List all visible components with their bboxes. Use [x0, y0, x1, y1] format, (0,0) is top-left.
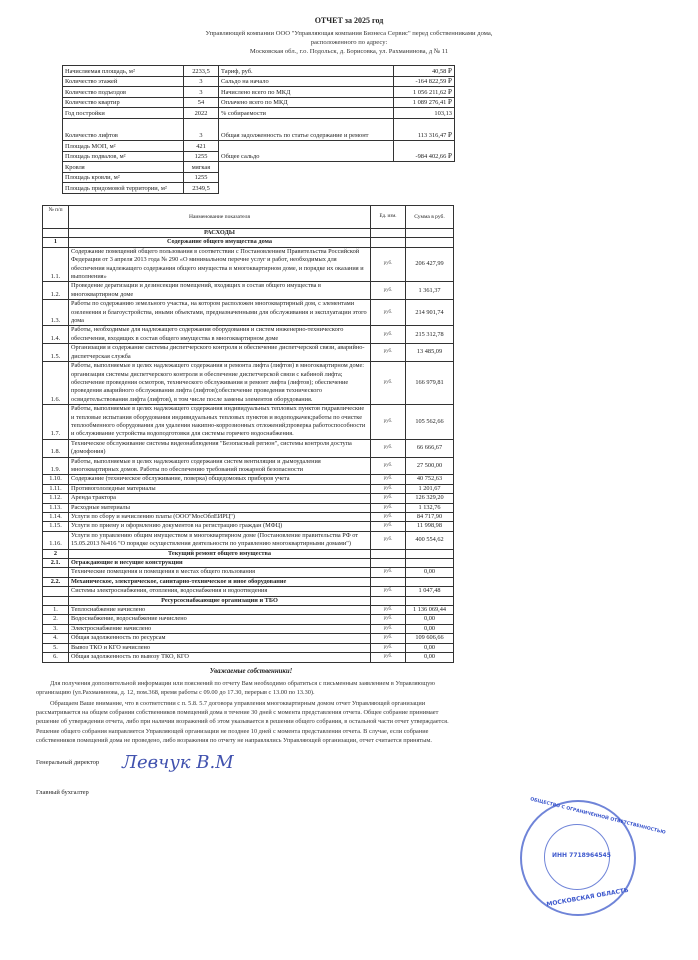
- table-row: [43, 568, 454, 577]
- summary-label: Количество этажей: [63, 76, 184, 87]
- stamp-text: ОБЩЕСТВО С ОГРАНИЧЕННОЙ ОТВЕТСТВЕННОСТЬЮ: [529, 797, 666, 836]
- row-unit: руб.: [371, 300, 406, 326]
- row-sum: 1 201,67: [406, 484, 454, 493]
- row-sum: 0,00: [406, 568, 454, 577]
- subgroup-title: Механическое, электрическое, санитарно-техническое и иное оборудование: [69, 577, 371, 586]
- row-name: Аренда трактора: [69, 494, 371, 503]
- row-sum: 0,00: [406, 653, 454, 662]
- summary-label: Кровля: [63, 162, 184, 173]
- summary-label: Количество лифтов: [63, 118, 184, 140]
- table-row: [43, 503, 454, 512]
- director-signature: Левчук В.М: [122, 752, 234, 774]
- section-title: РАСХОДЫ: [69, 229, 371, 238]
- row-name: Системы электроснабжения, отопления, водоснабжения и водоотведения: [69, 587, 371, 596]
- summary-right-value: 1 056 211,62 ₽: [394, 87, 455, 98]
- summary-label: Начисляемая площадь, м²: [63, 66, 184, 77]
- summary-right-label: Сальдо на начало: [219, 76, 394, 87]
- report-subtitle-2: расположенного по адресу:: [310, 39, 388, 46]
- row-sum: 126 329,20: [406, 494, 454, 503]
- row-sum: 1 132,76: [406, 503, 454, 512]
- summary-right-label: % собираемости: [219, 108, 394, 119]
- summary-label: Количество подъездов: [63, 87, 184, 98]
- row-sum: 206 427,99: [406, 247, 454, 282]
- table-row: [43, 439, 454, 457]
- row-name: Общая задолженность по ресурсам: [69, 634, 371, 643]
- summary-value: мягкая: [184, 162, 219, 173]
- group-title: Текущий ремонт общего имущества: [69, 549, 371, 558]
- row-name: Работы, выполняемые в целях надлежащего содержания индивидуальных тепловых пунктов гидравлические и тепловые испытания оборудования индивидуальных тепловых пунктов и водоподкачек;работы по очистке теплообменного оборудования для удаления накипно-коррозионных отложений;проверка работоспособности и обслуживание устройства водоподготовки для системы горячего водоснабжения.: [69, 405, 371, 440]
- summary-right-label: Общая задолженность по статье содержание и ремонт: [219, 118, 394, 140]
- row-unit: руб.: [371, 653, 406, 662]
- row-num: 1.7.: [43, 405, 69, 440]
- row-num: 6.: [43, 653, 69, 662]
- row-num: 1.15.: [43, 522, 69, 531]
- row-sum: 0,00: [406, 643, 454, 652]
- row-sum: 66 666,67: [406, 439, 454, 457]
- row-unit: руб.: [371, 531, 406, 549]
- summary-row: [63, 108, 455, 119]
- row-name: Услуги по приему и оформлению документов на регистрацию граждан (МФЦ): [69, 522, 371, 531]
- row-num: 5.: [43, 643, 69, 652]
- row-unit: руб.: [371, 615, 406, 624]
- header-unit: Ед. изм.: [371, 206, 406, 229]
- row-name: Расходные материалы: [69, 503, 371, 512]
- row-unit: руб.: [371, 362, 406, 405]
- table-row: [43, 247, 454, 282]
- row-sum: 1 136 069,44: [406, 606, 454, 615]
- row-name: Противогололедные материалы: [69, 484, 371, 493]
- summary-right-label: Оплачено всего по МКД: [219, 97, 394, 108]
- table-row: [43, 513, 454, 522]
- summary-value: 3: [184, 118, 219, 140]
- row-sum: 1 047,48: [406, 587, 454, 596]
- row-unit: руб.: [371, 522, 406, 531]
- summary-row: [63, 118, 455, 140]
- summary-value: 54: [184, 97, 219, 108]
- summary-row: [63, 183, 455, 194]
- table-row: [43, 405, 454, 440]
- row-name: Работы, выполняемые в целях надлежащего содержания и ремонта лифта (лифтов) в многоквартирном доме: организация системы диспетчерского контроля и обеспечение диспетчерской связи с кабиной лифта; обеспечение проведения осмотров, технического обслуживания и ремонт лифта (лифтов); обеспечение проведения аварийного обслуживания лифта (лифтов);обеспечение проведения технического освидетельствования лифта (лифтов), в том числе после замены элементов оборудования.: [69, 362, 371, 405]
- row-unit: руб.: [371, 326, 406, 344]
- table-row: [43, 326, 454, 344]
- group-num: 2: [43, 549, 69, 558]
- table-row: [43, 362, 454, 405]
- table-row: [43, 643, 454, 652]
- group-title: Содержание общего имущества дома: [69, 238, 371, 247]
- row-unit: руб.: [371, 568, 406, 577]
- report-address: Московская обл., г.о. Подольск, д. Борисовка, ул. Рахманинова, д № 11: [249, 48, 449, 55]
- row-unit: руб.: [371, 587, 406, 596]
- stamp-inn: ИНН 7718964545: [552, 852, 611, 859]
- summary-row: [63, 162, 455, 173]
- row-num: 2.: [43, 615, 69, 624]
- table-row: [43, 494, 454, 503]
- summary-right-label: Общее сальдо: [219, 140, 394, 161]
- table-row: [43, 300, 454, 326]
- row-unit: руб.: [371, 634, 406, 643]
- row-num: 1.11.: [43, 484, 69, 493]
- row-sum: 1 361,37: [406, 282, 454, 300]
- row-name: Содержание (техническое обслуживание, поверка) общедомовых приборов учета: [69, 475, 371, 484]
- header-name: Наименование показателя: [69, 206, 371, 229]
- row-name: Электроснабжение начислено: [69, 624, 371, 633]
- table-row: [43, 615, 454, 624]
- row-name: Работы по содержанию земельного участка, на котором расположен многоквартирный дом, с элементами озеленения и благоустройства, иными объектами, предназначенными для обслуживания и эксплуатации этого дома: [69, 300, 371, 326]
- header-sum: Сумма в руб.: [406, 206, 454, 229]
- summary-right-value: 113 316,47 ₽: [394, 118, 455, 140]
- row-sum: 400 554,62: [406, 531, 454, 549]
- summary-row: [63, 66, 455, 77]
- row-unit: руб.: [371, 503, 406, 512]
- row-sum: 40 752,63: [406, 475, 454, 484]
- row-name: Работы, необходимые для надлежащего содержания оборудования и систем инженерно-технического обеспечения, входящих в состав общего имущества в многоквартирном доме: [69, 326, 371, 344]
- summary-row: [63, 97, 455, 108]
- row-num: 1.4.: [43, 326, 69, 344]
- row-num: 1.1.: [43, 247, 69, 282]
- row-name: Вывоз ТКО и КГО начислено: [69, 643, 371, 652]
- table-row: [43, 282, 454, 300]
- row-unit: руб.: [371, 484, 406, 493]
- group-row: [43, 596, 454, 605]
- group-num: [43, 596, 69, 605]
- company-stamp: [520, 797, 666, 916]
- row-num: 1.3.: [43, 300, 69, 326]
- row-num: 1.2.: [43, 282, 69, 300]
- row-sum: 0,00: [406, 615, 454, 624]
- summary-row: [63, 76, 455, 87]
- accountant-signature-row: [36, 781, 466, 805]
- row-sum: 215 312,78: [406, 326, 454, 344]
- row-num: 1.12.: [43, 494, 69, 503]
- row-num: [43, 587, 69, 596]
- report-subtitle: Управляющей компании ООО "Управляющая компания Бизнеса Сервис" перед собственниками дома,: [205, 30, 493, 37]
- row-num: 1.16.: [43, 531, 69, 549]
- notes-paragraph-2: Обращаем Ваше внимание, что в соответствии с п. 5.8. 5.7 договора управления многоквартирным домом отчет Управляющей организации рассматривается на общем собрании собственников помещений дома в течение 30 дней с момента представления отчета. Общее собрание принимает решение об утверждении отчета, либо при наличии возражений об этом указывается в решении общего собрания, в остальной части отчет утверждается. Решение общего собрания направляется Управляющей организации не позднее 10 дней с момента представления отчета. В случае, если собрание собственников помещений дома не проведено, либо возражения по отчету не направлялись Управляющей организации, отчет считается принятым.: [36, 699, 449, 744]
- stamp-region: МОСКОВСКАЯ ОБЛАСТЬ: [546, 886, 630, 909]
- row-name: Услуги по сбору и начислению платы (ООО"МосОблЕИРЦ"): [69, 513, 371, 522]
- group-row: [43, 238, 454, 247]
- summary-label: Площадь кровли, м²: [63, 172, 184, 183]
- row-name: Проведение дератизации и дезинсекции помещений, входящих в состав общего имущества в многоквартирном доме: [69, 282, 371, 300]
- table-row: [43, 634, 454, 643]
- summary-label: Площадь МОП, м²: [63, 140, 184, 151]
- row-unit: руб.: [371, 344, 406, 362]
- row-name: Услуги по управлению общим имуществом в многоквартирном доме (Постановление правительства РФ от 15.05.2013 №416 "О порядке осуществления деятельности по управлению многоквартирными домами"): [69, 531, 371, 549]
- summary-value: 1255: [184, 172, 219, 183]
- row-unit: руб.: [371, 643, 406, 652]
- row-num: 1.: [43, 606, 69, 615]
- summary-right-value: -164 822,59 ₽: [394, 76, 455, 87]
- table-row: [43, 653, 454, 662]
- row-unit: руб.: [371, 282, 406, 300]
- summary-value: 2349,5: [184, 183, 219, 194]
- row-name: Технические помещения и помещения в местах общего пользования: [69, 568, 371, 577]
- row-unit: руб.: [371, 624, 406, 633]
- row-num: 1.5.: [43, 344, 69, 362]
- summary-value: 2022: [184, 108, 219, 119]
- table-row: [43, 475, 454, 484]
- row-unit: руб.: [371, 475, 406, 484]
- report-body: [36, 205, 466, 805]
- subgroup-num: 2.2.: [43, 577, 69, 586]
- table-row: [43, 606, 454, 615]
- row-unit: руб.: [371, 513, 406, 522]
- row-unit: руб.: [371, 247, 406, 282]
- summary-value: 3: [184, 87, 219, 98]
- group-num: 1: [43, 238, 69, 247]
- summary-right-value: -984 402,66 ₽: [394, 140, 455, 161]
- summary-table: [62, 65, 455, 194]
- summary-value: 1255: [184, 151, 219, 162]
- summary-right-value: 40,58 ₽: [394, 66, 455, 77]
- row-sum: 11 998,98: [406, 522, 454, 531]
- subgroup-num: 2.1.: [43, 559, 69, 568]
- row-name: Водоснабжение, водоснабжение начислено: [69, 615, 371, 624]
- row-num: 1.9.: [43, 457, 69, 475]
- row-sum: 0,00: [406, 624, 454, 633]
- summary-label: Площадь придомовой территории, м²: [63, 183, 184, 194]
- summary-label: Количество квартир: [63, 97, 184, 108]
- report-title: ОТЧЕТ за 2025 год: [314, 16, 384, 25]
- row-name: Теплоснабжение начислено: [69, 606, 371, 615]
- summary-row: [63, 140, 455, 151]
- summary-value: 3: [184, 76, 219, 87]
- summary-right-value: 1 089 276,41 ₽: [394, 97, 455, 108]
- summary-right-value: 103,13: [394, 108, 455, 119]
- director-label: Генеральный директор: [36, 759, 100, 767]
- header-num: № п/п: [43, 206, 69, 229]
- table-header-row: [43, 206, 454, 229]
- row-unit: руб.: [371, 606, 406, 615]
- row-num: 1.6.: [43, 362, 69, 405]
- row-num: 1.13.: [43, 503, 69, 512]
- row-sum: 166 979,81: [406, 362, 454, 405]
- notes-paragraph-1: Для получения дополнительной информации или пояснений по отчету Вам необходимо обратиться с письменным заявлением в Управляющую организацию (ул.Рахманинова, д. 12, пом.368, время работы с 09.00 до 17.30, перерыв с 13.00 по 13.30).: [36, 679, 436, 696]
- table-row: [43, 344, 454, 362]
- row-num: 3.: [43, 624, 69, 633]
- table-row: [43, 624, 454, 633]
- subgroup-row: [43, 577, 454, 586]
- summary-label: Площадь подвалов, м²: [63, 151, 184, 162]
- row-unit: руб.: [371, 494, 406, 503]
- row-num: 1.14.: [43, 513, 69, 522]
- row-sum: 109 606,66: [406, 634, 454, 643]
- notes-title: Уважаемые собственники!: [209, 667, 293, 675]
- accountant-label: Главный бухгалтер: [36, 789, 89, 797]
- table-row: [43, 587, 454, 596]
- summary-row: [63, 87, 455, 98]
- row-name: Общая задолженность по вывозу ТКО, КГО: [69, 653, 371, 662]
- row-name: Организация и содержание системы диспетчерского контроля и обеспечение диспетчерской связи, аварийно-диспетчерская служба: [69, 344, 371, 362]
- row-num: [43, 568, 69, 577]
- table-row: [43, 522, 454, 531]
- row-sum: 84 717,90: [406, 513, 454, 522]
- row-sum: 13 485,09: [406, 344, 454, 362]
- summary-label: Год постройки: [63, 108, 184, 119]
- row-sum: 105 562,66: [406, 405, 454, 440]
- summary-value: 421: [184, 140, 219, 151]
- summary-value: 2233,5: [184, 66, 219, 77]
- summary-right-label: Начислено всего по МКД: [219, 87, 394, 98]
- row-name: Содержание помещений общего пользования в соответствии с Постановлением Правительства Российской Федерации от 3 апреля 2013 года № 290 «О минимальном перечне услуг и работ, необходимых для обеспечения надлежащего содержания общего имущества в многоквартирном доме, и порядке их оказания и выполнения»: [69, 247, 371, 282]
- row-num: 1.8.: [43, 439, 69, 457]
- summary-row: [63, 172, 455, 183]
- subgroup-row: [43, 559, 454, 568]
- row-num: 1.10.: [43, 475, 69, 484]
- group-row: [43, 549, 454, 558]
- table-row: [43, 457, 454, 475]
- director-signature-row: [36, 751, 466, 775]
- row-sum: 27 500,00: [406, 457, 454, 475]
- subgroup-title: Ограждающие и несущие конструкции: [69, 559, 371, 568]
- summary-right-label: Тариф, руб.: [219, 66, 394, 77]
- row-unit: руб.: [371, 439, 406, 457]
- group-title: Ресурсоснабжающие организации и ТБО: [69, 596, 371, 605]
- row-num: 4.: [43, 634, 69, 643]
- row-name: Техническое обслуживание системы видеонаблюдения "Безопасный регион", системы контроля доступа (домофония): [69, 439, 371, 457]
- expenses-table: [42, 205, 454, 663]
- row-name: Работы, выполняемые в целях надлежащего содержания систем вентиляции и дымоудаления многоквартирных домов. Работы по обеспечению требований пожарной безопасности: [69, 457, 371, 475]
- row-sum: 214 901,74: [406, 300, 454, 326]
- row-unit: руб.: [371, 457, 406, 475]
- row-unit: руб.: [371, 405, 406, 440]
- table-row: [43, 484, 454, 493]
- section-row: [43, 229, 454, 238]
- table-row: [43, 531, 454, 549]
